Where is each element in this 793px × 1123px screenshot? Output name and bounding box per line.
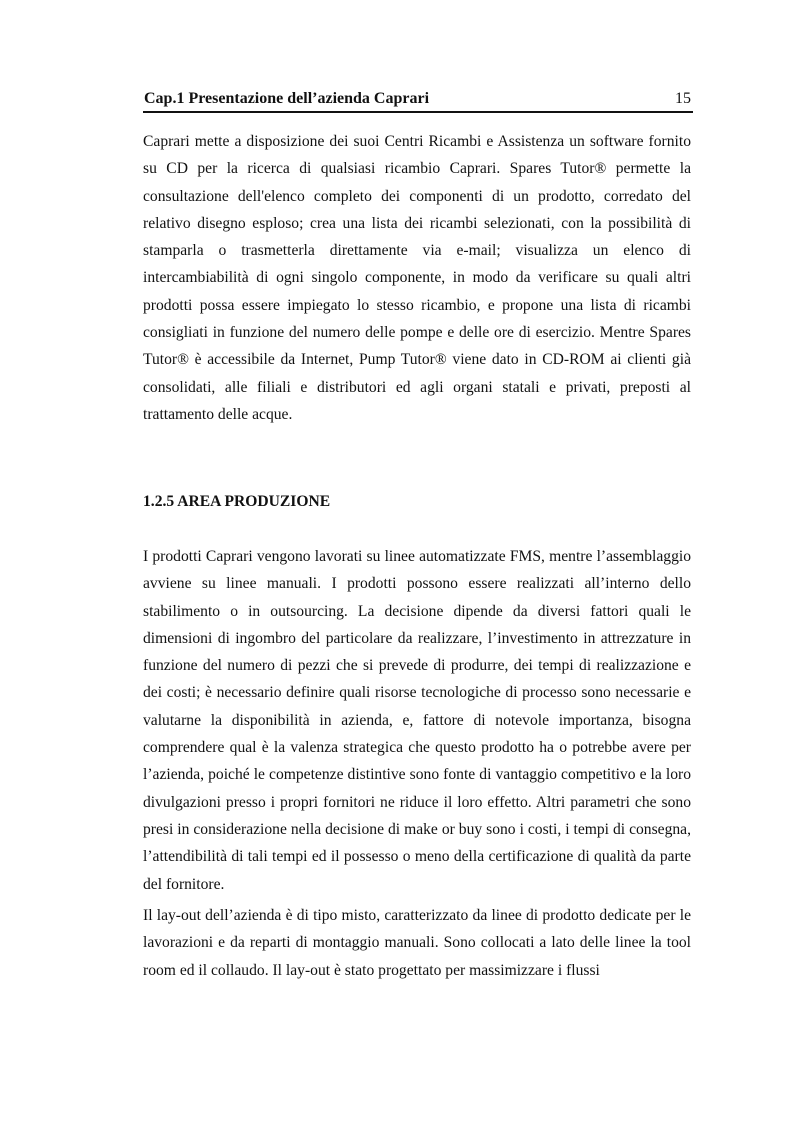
running-header [143,89,693,113]
page-number: 15 [675,90,691,107]
body-paragraph-spares-tutor: Caprari mette a disposizione dei suoi Centri Ricambi e Assistenza un software fornito su CD per la ricerca di qualsiasi ricambio Caprari. Spares Tutor® permette la consultazione dell'elenco completo dei componenti di un prodotto, corredato del relativo disegno esploso; crea una lista dei ricambi selezionati, con la possibilità di stamparla o trasmetterla direttamente via e-mail; visualizza un elenco di intercambiabilità di ogni singolo componente, in modo da verificare su quali altri prodotti possa essere impiegato lo stesso ricambio, e propone una lista di ricambi consigliati in funzione del numero delle pompe e delle ore di esercizio. Mentre Spares Tutor® è accessibile da Internet, Pump Tutor® viene dato in CD-ROM ai clienti già consolidati, alle filiali e distributori ed agli organi statali e privati, preposti al trattamento delle acque. [143,133,691,423]
section-heading: 1.2.5 AREA PRODUZIONE [143,493,331,510]
body-paragraph-layout: Il lay-out dell’azienda è di tipo misto, caratterizzato da linee di prodotto dedicate per le lavorazioni e da reparti di montaggio manuali. Sono collocati a lato delle linee la tool room ed il collaudo. Il lay-out è stato progettato per massimizzare i flussi [143,907,691,979]
chapter-title: Cap.1 Presentazione dell’azienda Caprari [144,90,430,107]
body-paragraph-production: I prodotti Caprari vengono lavorati su linee automatizzate FMS, mentre l’assemblaggio avviene su linee manuali. I prodotti possono essere realizzati all’interno dello stabilimento o in outsourcing. La decisione dipende da diversi fattori quali le dimensioni di ingombro del particolare da realizzare, l’investimento in attrezzature in funzione del numero di pezzi che si prevede di produrre, dei tempi di realizzazione e dei costi; è necessario definire quali risorse tecnologiche di processo sono necessarie e valutarne la disponibilità in azienda, e, fattore di notevole importanza, bisogna comprendere qual è la valenza strategica che questo prodotto ha o potrebbe avere per l’azienda, poiché le competenze distintive sono fonte di vantaggio competitivo e la loro divulgazioni presso i propri fornitori ne riduce il loro effetto. Altri parametri che sono presi in considerazione nella decisione di make or buy sono i costi, i tempi di consegna, l’attendibilità di tali tempi ed il possesso o meno della certificazione di qualità da parte del fornitore. [143,548,691,893]
